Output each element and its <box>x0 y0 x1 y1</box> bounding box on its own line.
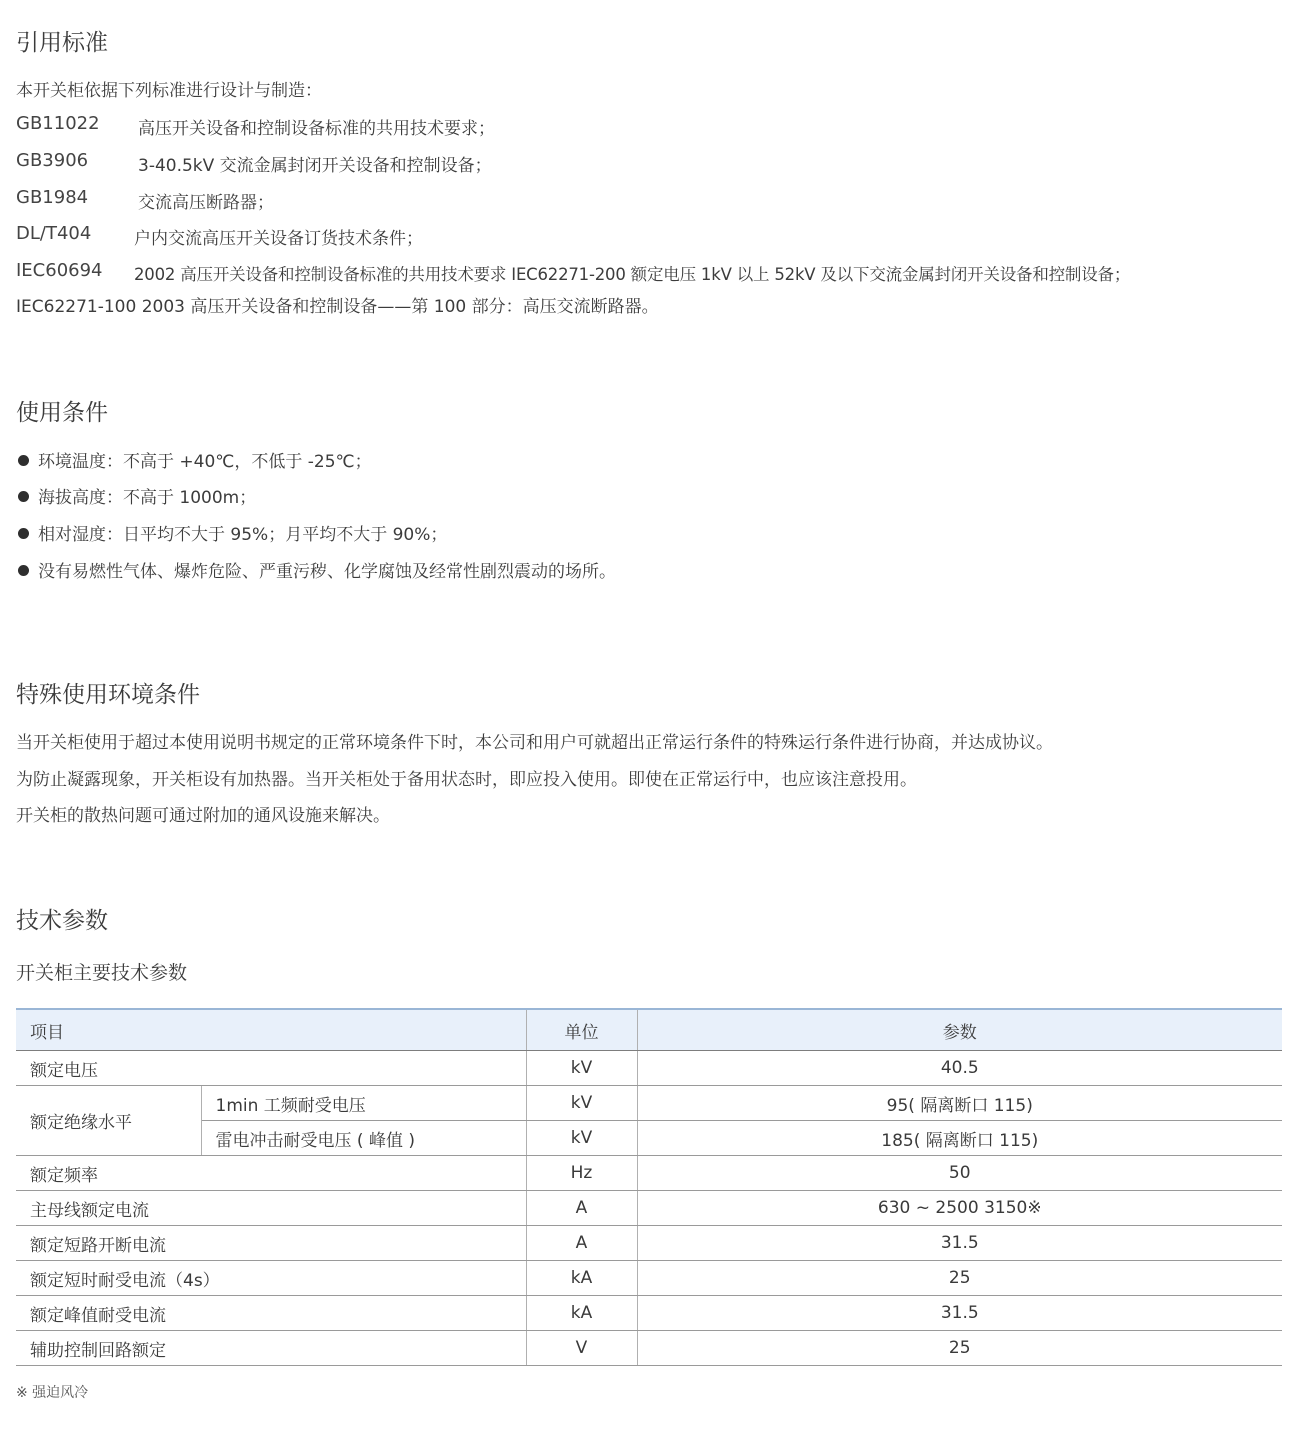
row-param: 95( 隔离断口 115) <box>637 1086 1282 1121</box>
condition-item: 环境温度：不高于 +40℃，不低于 -25℃； <box>18 447 372 472</box>
header-unit: 单位 <box>526 1009 637 1051</box>
table-header-row <box>16 1009 1282 1051</box>
row-subitem: 雷电冲击耐受电压 ( 峰值 ) <box>201 1121 526 1156</box>
special-heading: 特殊使用环境条件 <box>16 682 200 708</box>
row-item: 额定频率 <box>16 1156 526 1191</box>
standard-desc: 高压开关设备和控制设备标准的共用技术要求； <box>138 119 495 139</box>
standard-code: IEC60694 <box>16 260 103 281</box>
row-param: 31.5 <box>637 1226 1282 1261</box>
row-item: 额定短时耐受电流（4s） <box>16 1261 526 1296</box>
row-item: 额定电压 <box>16 1051 526 1086</box>
row-unit: kV <box>526 1051 637 1086</box>
bullet-icon <box>18 491 29 502</box>
condition-item: 没有易燃性气体、爆炸危险、严重污秽、化学腐蚀及经常性剧烈震动的场所。 <box>18 557 616 582</box>
standard-code: DL/T404 <box>16 223 92 244</box>
row-param: 185( 隔离断口 115) <box>637 1121 1282 1156</box>
table-row <box>16 1051 1282 1086</box>
row-param: 50 <box>637 1156 1282 1191</box>
tech-subtitle: 开关柜主要技术参数 <box>16 962 188 984</box>
table-row <box>16 1191 1282 1226</box>
standards-intro: 本开关柜依据下列标准进行设计与制造： <box>16 81 322 101</box>
tech-heading: 技术参数 <box>16 908 108 934</box>
table-row <box>16 1331 1282 1366</box>
special-paragraph: 为防止凝露现象，开关柜设有加热器。当开关柜处于备用状态时，即应投入使用。即使在正常运行中，也应该注意投用。 <box>16 770 917 790</box>
condition-item: 海拔高度：不高于 1000m； <box>18 483 256 508</box>
row-param: 25 <box>637 1261 1282 1296</box>
row-unit: V <box>526 1331 637 1366</box>
row-unit: A <box>526 1226 637 1261</box>
bullet-icon <box>18 455 29 466</box>
standards-heading: 引用标准 <box>16 30 108 56</box>
standard-desc: 3-40.5kV 交流金属封闭开关设备和控制设备； <box>138 156 492 176</box>
standard-code: GB3906 <box>16 150 89 171</box>
standard-desc: 交流高压断路器； <box>138 193 274 213</box>
table-row <box>16 1296 1282 1331</box>
row-item: 额定短路开断电流 <box>16 1226 526 1261</box>
special-paragraph: 当开关柜使用于超过本使用说明书规定的正常环境条件下时，本公司和用户可就超出正常运行条件的特殊运行条件进行协商，并达成协议。 <box>16 733 1053 753</box>
conditions-heading: 使用条件 <box>16 400 108 426</box>
row-group: 额定绝缘水平 <box>16 1086 201 1156</box>
table-row <box>16 1086 1282 1121</box>
standard-desc: 户内交流高压开关设备订货技术条件； <box>134 229 423 249</box>
standard-last-line: IEC62271-100 2003 高压开关设备和控制设备——第 100 部分：高压交流断路器。 <box>16 297 659 317</box>
row-unit: Hz <box>526 1156 637 1191</box>
row-unit: kA <box>526 1261 637 1296</box>
row-param: 25 <box>637 1331 1282 1366</box>
standard-code: GB1984 <box>16 187 89 208</box>
tech-params-table <box>16 1008 1282 1366</box>
row-unit: kV <box>526 1086 637 1121</box>
row-unit: kV <box>526 1121 637 1156</box>
table-footnote: ※ 强迫风冷 <box>16 1385 89 1401</box>
row-subitem: 1min 工频耐受电压 <box>201 1086 526 1121</box>
row-unit: A <box>526 1191 637 1226</box>
table-row <box>16 1226 1282 1261</box>
row-param: 31.5 <box>637 1296 1282 1331</box>
row-param: 630 ~ 2500 3150※ <box>637 1191 1282 1226</box>
table-row <box>16 1121 1282 1156</box>
row-item: 额定峰值耐受电流 <box>16 1296 526 1331</box>
condition-item: 相对湿度：日平均不大于 95%；月平均不大于 90%； <box>18 520 447 545</box>
special-paragraph: 开关柜的散热问题可通过附加的通风设施来解决。 <box>16 806 390 826</box>
standard-desc: 2002 高压开关设备和控制设备标准的共用技术要求 IEC62271-200 额定电压 1kV 以上 52kV 及以下交流金属封闭开关设备和控制设备； <box>134 265 1131 284</box>
bullet-icon <box>18 528 29 539</box>
header-param: 参数 <box>637 1009 1282 1051</box>
standard-code: GB11022 <box>16 113 100 134</box>
row-param: 40.5 <box>637 1051 1282 1086</box>
table-row <box>16 1261 1282 1296</box>
table-row <box>16 1156 1282 1191</box>
row-item: 主母线额定电流 <box>16 1191 526 1226</box>
row-unit: kA <box>526 1296 637 1331</box>
bullet-icon <box>18 565 29 576</box>
header-item: 项目 <box>16 1009 526 1051</box>
row-item: 辅助控制回路额定 <box>16 1331 526 1366</box>
